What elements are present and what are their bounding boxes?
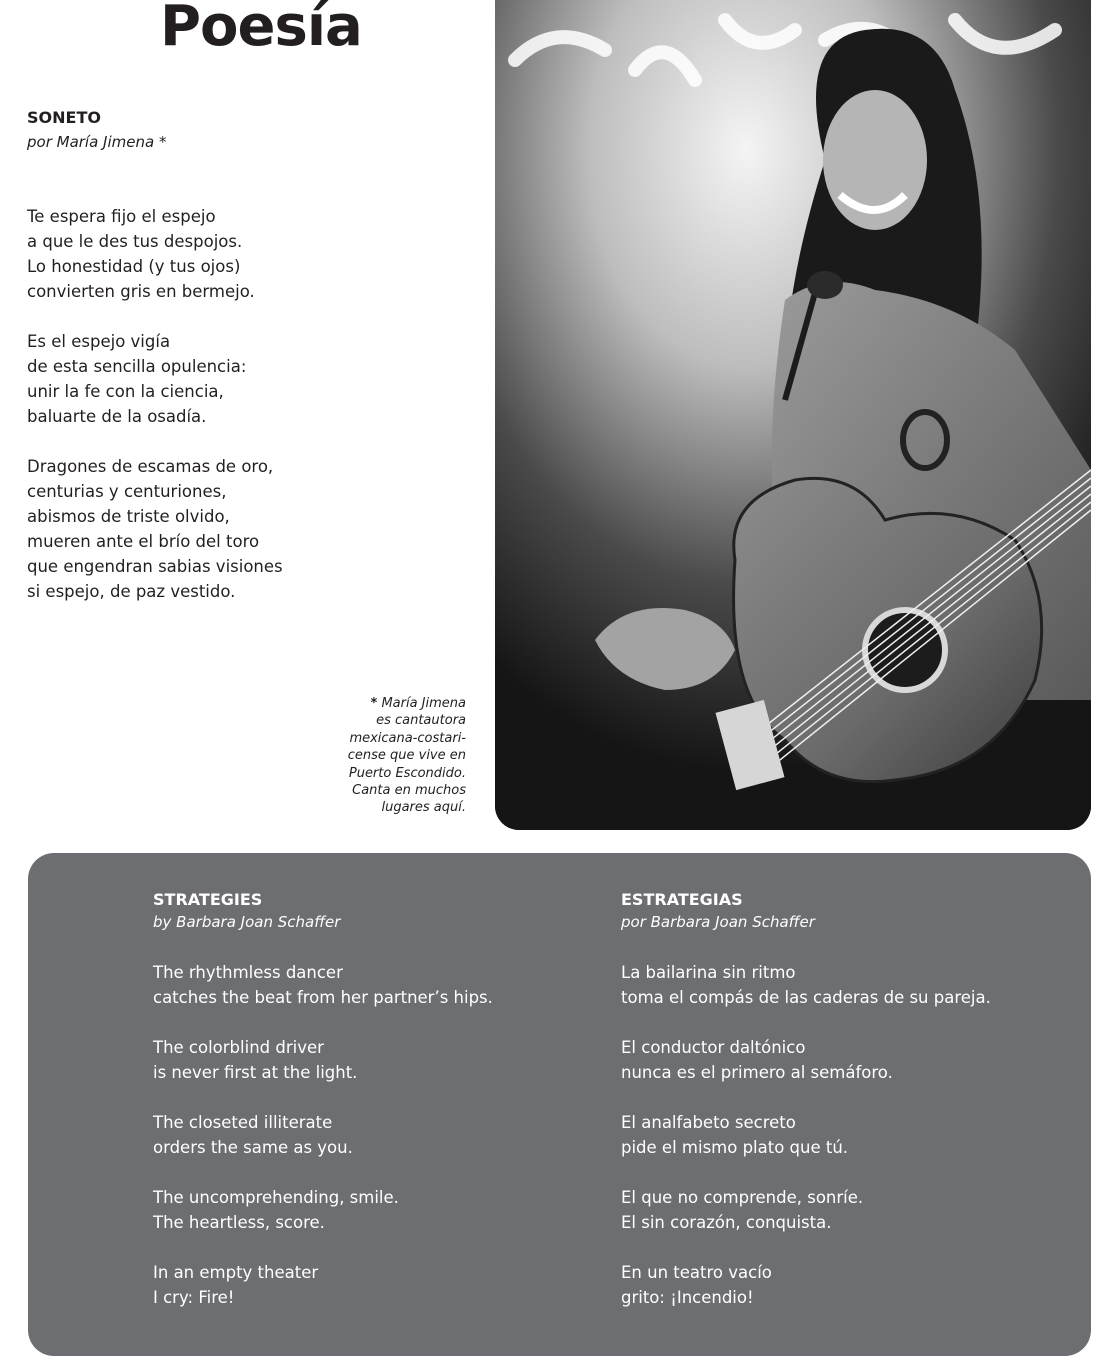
verse-line: El que no comprende, sonríe.	[621, 1188, 864, 1207]
footnote-line: Canta en muchos	[352, 783, 466, 799]
footnote-line: lugares aquí.	[381, 800, 466, 816]
verse-line: Dragones de escamas de oro,	[27, 457, 274, 476]
verse-line: The closeted illiterate	[153, 1113, 333, 1132]
estrategias-stanza	[621, 1035, 1061, 1085]
verse-line: unir la fe con la ciencia,	[27, 382, 224, 401]
estrategias-author: por Barbara Joan Schaffer	[621, 913, 815, 931]
estrategias-stanza	[621, 1185, 1061, 1235]
soneto-stanza-3	[27, 454, 327, 604]
verse-line: I cry: Fire!	[153, 1288, 235, 1307]
verse-line: Es el espejo vigía	[27, 332, 171, 351]
verse-line: catches the beat from her partner’s hips.	[153, 988, 493, 1007]
verse-line: grito: ¡Incendio!	[621, 1288, 754, 1307]
verse-line: El analfabeto secreto	[621, 1113, 796, 1132]
verse-line: convierten gris en bermejo.	[27, 282, 255, 301]
verse-line: La bailarina sin ritmo	[621, 963, 796, 982]
author-footnote	[300, 695, 466, 817]
strategies-stanza	[153, 1185, 593, 1235]
footnote-asterisk: *	[370, 696, 378, 711]
soneto-stanza-2	[27, 329, 327, 429]
verse-line: pide el mismo plato que tú.	[621, 1138, 849, 1157]
verse-line: mueren ante el brío del toro	[27, 532, 260, 551]
verse-line: The colorblind driver	[153, 1038, 324, 1057]
strategies-stanza	[153, 960, 593, 1010]
verse-line: nunca es el primero al semáforo.	[621, 1063, 893, 1082]
strategies-title: STRATEGIES	[153, 890, 263, 909]
strategies-stanza	[153, 1260, 593, 1310]
verse-line: The rhythmless dancer	[153, 963, 343, 982]
strategies-column	[153, 889, 593, 1335]
estrategias-column	[621, 889, 1061, 1335]
page-title: Poesía	[160, 0, 362, 59]
verse-line: centurias y centuriones,	[27, 482, 227, 501]
soneto-stanza-1	[27, 204, 327, 304]
verse-line: abismos de triste olvido,	[27, 507, 230, 526]
verse-line: En un teatro vacío	[621, 1263, 772, 1282]
footnote-line: María Jimena	[381, 696, 466, 711]
verse-line: que engendran sabias visiones	[27, 557, 283, 576]
verse-line: orders the same as you.	[153, 1138, 353, 1157]
footnote-line: cense que vive en	[347, 748, 466, 764]
footnote-line: es cantautora	[376, 713, 466, 729]
footnote-line: mexicana-costari-	[349, 730, 466, 746]
verse-line: Lo honestidad (y tus ojos)	[27, 257, 241, 276]
verse-line: toma el compás de las caderas de su pareja.	[621, 988, 991, 1007]
soneto-author: por María Jimena *	[27, 133, 167, 151]
verse-line: Te espera fijo el espejo	[27, 207, 216, 226]
strategies-stanza	[153, 1110, 593, 1160]
soneto-title: SONETO	[27, 108, 101, 127]
verse-line: si espejo, de paz vestido.	[27, 582, 236, 601]
verse-line: a que le des tus despojos.	[27, 232, 243, 251]
strategies-author: by Barbara Joan Schaffer	[153, 913, 341, 931]
verse-line: El sin corazón, conquista.	[621, 1213, 832, 1232]
bilingual-poem-panel	[28, 853, 1091, 1356]
strategies-stanza	[153, 1035, 593, 1085]
verse-line: The heartless, score.	[153, 1213, 325, 1232]
verse-line: is never first at the light.	[153, 1063, 358, 1082]
estrategias-stanza	[621, 1110, 1061, 1160]
estrategias-title: ESTRATEGIAS	[621, 890, 743, 909]
estrategias-stanza	[621, 960, 1061, 1010]
estrategias-stanza	[621, 1260, 1061, 1310]
verse-line: The uncomprehending, smile.	[153, 1188, 399, 1207]
verse-line: baluarte de la osadía.	[27, 407, 207, 426]
singer-guitar-photo	[495, 0, 1091, 830]
footnote-line: Puerto Escondido.	[348, 765, 466, 781]
soneto-body	[27, 204, 327, 629]
verse-line: In an empty theater	[153, 1263, 319, 1282]
verse-line: de esta sencilla opulencia:	[27, 357, 247, 376]
verse-line: El conductor daltónico	[621, 1038, 806, 1057]
